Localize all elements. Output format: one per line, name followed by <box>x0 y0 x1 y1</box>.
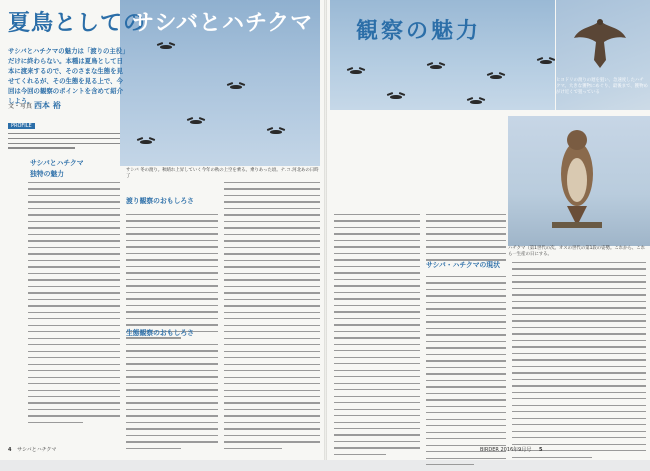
body-column-5b <box>426 276 506 471</box>
subhead-3: 生態観察のおもしろさ <box>126 329 194 337</box>
bird-silhouette-icon <box>490 75 502 79</box>
body-column-2 <box>126 214 218 344</box>
subhead-2: 渡り観察のおもしろさ <box>126 197 194 205</box>
byline <box>8 100 61 111</box>
subhead-1: サシバとハチクマ 独特の魅力 <box>30 159 84 178</box>
left-photo-caption <box>126 168 322 180</box>
footer-left <box>8 446 56 453</box>
footer-right <box>480 446 546 453</box>
hawk-icon <box>572 12 628 72</box>
profile-box <box>8 112 120 148</box>
body-column-4 <box>334 214 420 460</box>
left-photo-caption-title: サシバ <box>126 168 139 173</box>
body-column-2b <box>126 344 218 454</box>
body-column-5a <box>426 214 506 266</box>
bird-silhouette-icon <box>270 130 282 134</box>
bird-silhouette-icon <box>470 100 482 104</box>
bird-silhouette-icon <box>540 60 552 64</box>
byline-name: 西本 裕 <box>33 101 61 110</box>
body-column-3 <box>224 182 320 454</box>
bird-silhouette-icon <box>350 70 362 74</box>
left-page-number: 4 <box>8 447 12 453</box>
bird-silhouette-icon <box>230 85 242 89</box>
perch-photo-caption: ハチクマ（第1世代の次。オスの世代の第1段の姿勢。これから、これら一生産の日にする。 <box>508 246 646 257</box>
subhead-4: サシバ・ハチクマの現状 <box>426 261 500 269</box>
right-footer-label: BIRDER 2016年9月号 <box>480 447 532 453</box>
body-column-6 <box>512 262 646 463</box>
title-part-1: 夏鳥としての <box>8 11 147 36</box>
right-page-number: 5 <box>538 447 543 453</box>
page-gutter <box>324 0 327 460</box>
perched-hawk-icon <box>552 122 602 232</box>
bird-silhouette-icon <box>190 120 202 124</box>
title-part-2: サシバとハチクマ <box>132 11 314 36</box>
bird-silhouette-icon <box>160 45 172 49</box>
article-deck: サシバとハチクマの魅力は「渡りの主役」だけに終わらない。本種は夏鳥として日本に渡来するので、そのさまな生態を見せてくれるが、その生態を見る上で、今回は今回の観察のポイントを含めて紹介しよう。 <box>8 47 126 105</box>
title-part-3: 観察の魅力 <box>356 19 482 44</box>
profile-tag: PROFILE <box>8 123 35 129</box>
bird-silhouette-icon <box>390 95 402 99</box>
perched-hawk-photo <box>508 116 650 246</box>
left-photo-caption-detail: 冬の渡り。秋晴れ上昇していく今年の秋の上空を乗る。乗りあった頃。ナ.コ.河北あの日時了 <box>126 168 319 179</box>
byline-role: 文・写真 <box>8 103 33 110</box>
top-right-caption: ヒヨドリの渡りの遅を狙い、急速度したハチクマ。大きな獲物にめぐり、最後まで、獲物めがけ近くで狙っている <box>556 78 648 95</box>
bird-silhouette-icon <box>140 140 152 144</box>
bird-silhouette-icon <box>430 65 442 69</box>
left-footer-label: サシバとハチクマ <box>17 447 57 453</box>
body-column-1 <box>28 182 120 428</box>
